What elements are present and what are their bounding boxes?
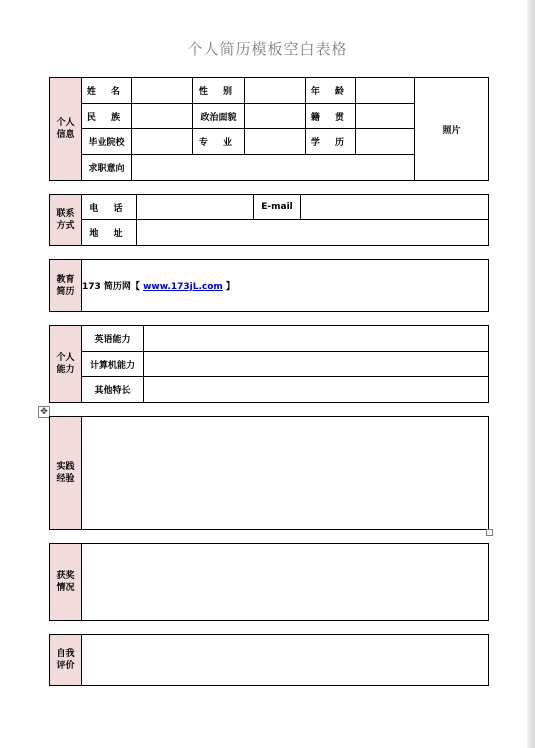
awards-section-label: 获奖情况 [50, 544, 82, 621]
education-table [49, 259, 489, 312]
computer-skill-label: 计算机能力 [82, 352, 144, 377]
self-evaluation-field[interactable] [82, 635, 489, 686]
practice-field[interactable] [82, 417, 489, 530]
table-resize-handle[interactable] [486, 529, 493, 536]
school-label: 毕业院校 [82, 129, 132, 155]
school-field[interactable] [132, 129, 193, 155]
email-field[interactable] [301, 195, 489, 220]
gender-label: 性 别 [193, 78, 245, 104]
political-status-field[interactable] [245, 104, 306, 129]
practice-section-label: 实践经验 [50, 417, 82, 530]
education-text-suffix: 】 [225, 282, 235, 292]
table-move-handle-icon[interactable]: ✥ [38, 406, 50, 418]
self-evaluation-table [49, 634, 489, 686]
gender-field[interactable] [245, 78, 306, 104]
hometown-label: 籍 贯 [306, 104, 356, 129]
contact-section-label: 联系方式 [50, 195, 82, 246]
hometown-field[interactable] [356, 104, 415, 129]
name-field[interactable] [132, 78, 193, 104]
other-skill-field[interactable] [144, 377, 489, 403]
email-label: E-mail [254, 195, 301, 220]
personal-info-section-label: 个人信息 [50, 78, 82, 181]
major-label: 专 业 [193, 129, 245, 155]
phone-label: 电 话 [82, 195, 137, 220]
photo-label: 照片 [442, 125, 461, 136]
other-skill-label: 其他特长 [82, 377, 144, 403]
skills-section-label: 个人能力 [50, 326, 82, 403]
degree-label: 学 历 [306, 129, 356, 155]
awards-table [49, 543, 489, 621]
document-title: 个人简历模板空白表格 [187, 40, 348, 58]
awards-field[interactable] [82, 544, 489, 621]
ethnicity-label: 民 族 [82, 104, 132, 129]
ethnicity-field[interactable] [132, 104, 193, 129]
english-skill-label: 英语能力 [82, 326, 144, 352]
age-label: 年 龄 [306, 78, 356, 104]
practice-table [49, 416, 489, 530]
job-objective-label: 求职意向 [82, 155, 132, 181]
education-text-prefix: 173 简历网【 [82, 282, 140, 292]
english-skill-field[interactable] [144, 326, 489, 352]
photo-box[interactable] [415, 78, 489, 181]
name-label: 姓 名 [82, 78, 132, 104]
education-field[interactable] [82, 260, 489, 312]
personal-info-table [49, 77, 489, 181]
age-field[interactable] [356, 78, 415, 104]
resume-site-link[interactable]: www.173jL.com [143, 282, 223, 292]
computer-skill-field[interactable] [144, 352, 489, 377]
contact-table [49, 194, 489, 246]
political-status-label: 政治面貌 [193, 104, 245, 129]
address-label: 地 址 [82, 220, 137, 246]
page-edge-shadow [527, 0, 535, 748]
education-section-label: 教育简历 [50, 260, 82, 312]
job-objective-field[interactable] [132, 155, 415, 181]
degree-field[interactable] [356, 129, 415, 155]
phone-field[interactable] [137, 195, 254, 220]
skills-table [49, 325, 489, 403]
major-field[interactable] [245, 129, 306, 155]
address-field[interactable] [137, 220, 489, 246]
self-evaluation-section-label: 自我评价 [50, 635, 82, 686]
